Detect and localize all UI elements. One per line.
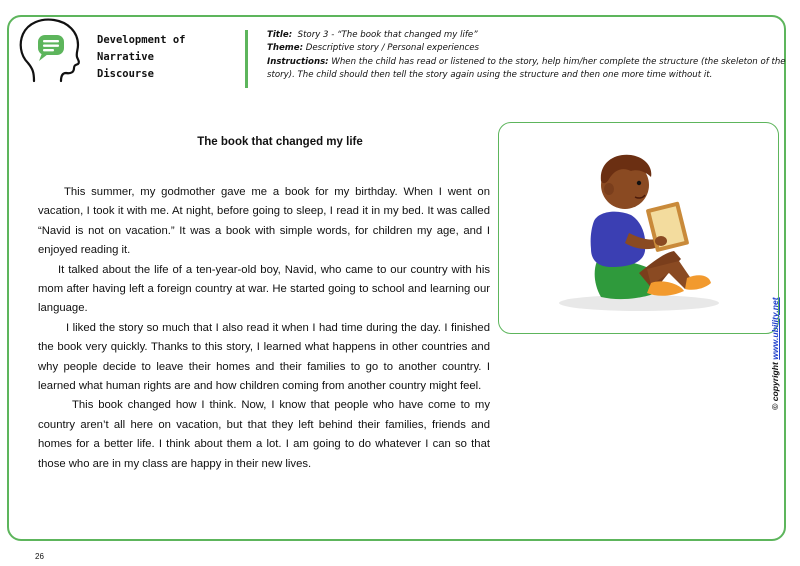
theme-label: Theme: — [267, 43, 304, 54]
story-title: The book that changed my life — [197, 136, 363, 148]
page-number: 26 — [35, 552, 44, 561]
head-speech-bubble-icon — [14, 15, 82, 85]
module-title-line2: Discourse — [97, 68, 154, 80]
story-body — [38, 183, 490, 474]
module-title-line1: Development of Narrative — [97, 34, 186, 63]
theme-value: Descriptive story / Personal experiences — [305, 43, 480, 54]
copyright-link[interactable]: www.ubility.net — [770, 297, 780, 360]
copyright-text: © copyright — [770, 362, 780, 410]
instructions-value: When the child has read or listened to the story, help him/her complete the structure (the skeleton of the story). The child should then tell the story again using the structure and then one more time without it. — [267, 56, 786, 81]
story-paragraph: This summer, my godmother gave me a book for my birthday. When I went on vacation, I took it with me. At night, before going to sleep, I read it in my bed. It was called “Navid is not on vacation.” It was a book with simple words, for children my age, and I enjoyed reading it. — [38, 186, 490, 257]
copyright-notice — [770, 297, 780, 410]
title-value: Story 3 - “The book that changed my life” — [297, 30, 478, 40]
title-label: Title: — [267, 30, 293, 40]
boy-reading-illustration — [539, 133, 739, 323]
header-divider — [245, 30, 248, 88]
instructions-label: Instructions: — [267, 56, 329, 67]
illustration-frame — [498, 122, 779, 334]
story-paragraph: I liked the story so much that I also read it when I had time during the day. I finished the book very quickly. Thanks to this story, I learned what happens in other countries and why people decide to leave their homes and their families to go to another country. I learned what human rights are and how children coming from another country might feel. — [38, 321, 490, 393]
theme-line — [267, 42, 792, 55]
instructions-line — [267, 56, 792, 83]
module-title — [97, 32, 237, 83]
activity-info — [267, 29, 792, 83]
title-line — [267, 29, 792, 42]
story-paragraph: This book changed how I think. Now, I know that people who have come to my country aren’t all here on vacation, but that they left behind their families, friends and homes for a better life. I think about them a lot. I am going to do whatever I can so that those who are in my class are happy in their new lives. — [38, 399, 490, 470]
story-paragraph: It talked about the life of a ten-year-old boy, Navid, who came to our country with his mom after having left a foreign country at war. He started going to school and learning our language. — [38, 263, 490, 315]
